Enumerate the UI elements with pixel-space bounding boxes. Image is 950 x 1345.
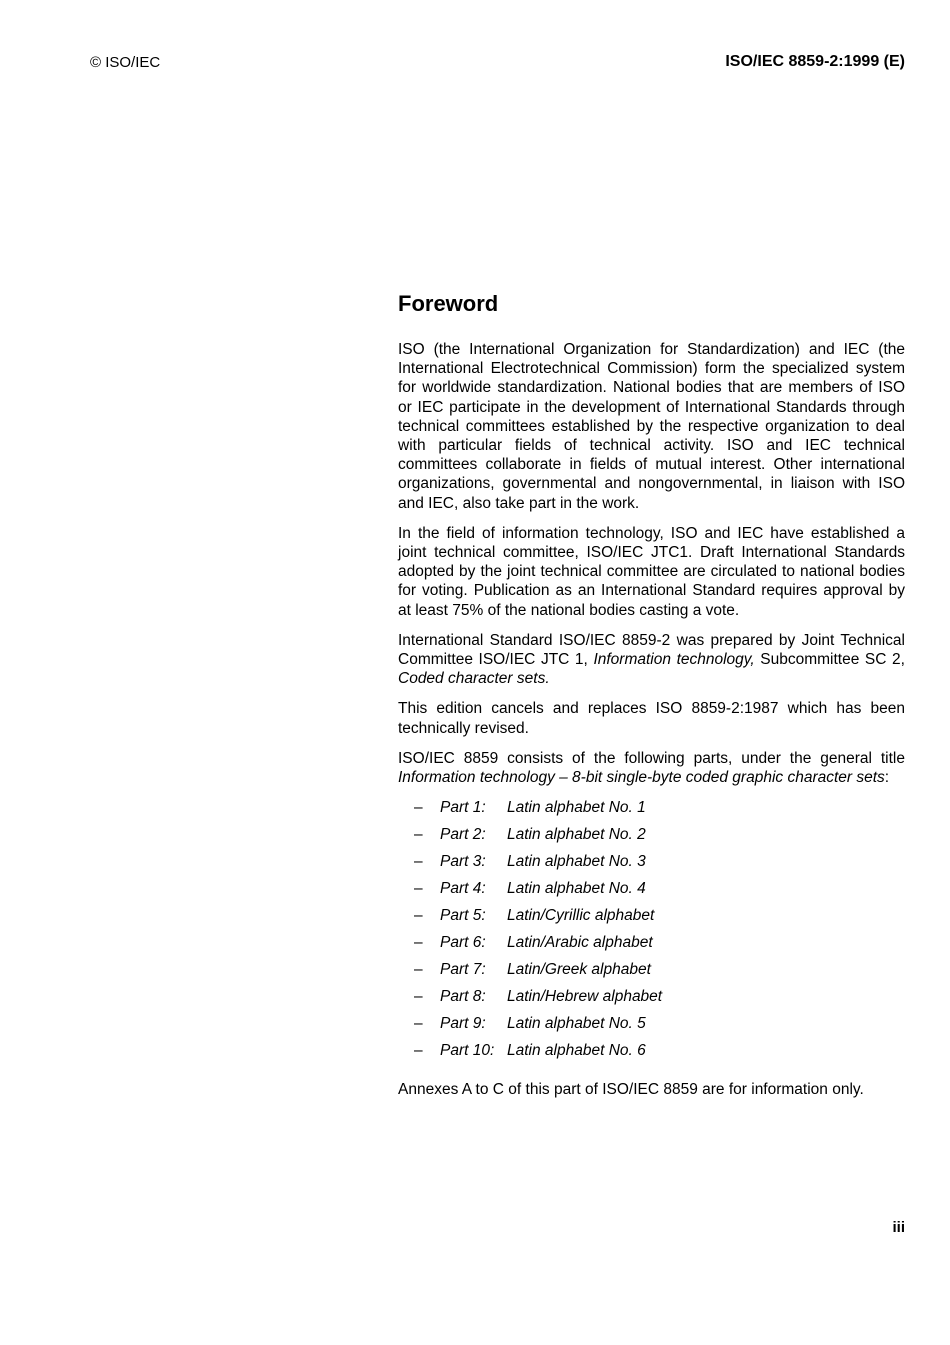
part-title: Latin/Arabic alphabet	[507, 934, 653, 952]
foreword-section	[398, 291, 905, 1110]
part-number: Part 8:	[440, 988, 486, 1006]
list-item	[398, 987, 905, 1014]
list-item	[398, 879, 905, 906]
paragraph-jtc1: In the field of information technology, ISO and IEC have established a joint technical committee, ISO/IEC JTC1. Draft International Standards adopted by the joint technical committee are circulated to national bodies for voting. Publication as an International Standard requires approval by at least 75% of the national bodies casting a vote.	[398, 524, 905, 619]
list-dash: –	[414, 880, 423, 898]
coded-character-sets-title: Coded character sets.	[398, 670, 550, 688]
header-document-id: ISO/IEC 8859-2:1999 (E)	[725, 53, 905, 70]
list-item	[398, 933, 905, 960]
paragraph-iso-iec-intro: ISO (the International Organization for Standardization) and IEC (the International Electrotechnical Commission) form the specialized system for worldwide standardization. National bodies that are members of ISO or IEC participate in the development of International Standards through technical committees established by the respective organization to deal with particular fields of technical activity. ISO and IEC technical committees collaborate in fields of mutual interest. Other international organizations, governmental and nongovernmental, in liaison with ISO and IEC, also take part in the work.	[398, 341, 905, 512]
part-title: Latin alphabet No. 6	[507, 1042, 646, 1060]
list-item	[398, 1041, 905, 1068]
list-dash: –	[414, 961, 423, 979]
subcommittee-text: Subcommittee SC 2,	[754, 651, 905, 669]
list-dash: –	[414, 853, 423, 871]
list-dash: –	[414, 907, 423, 925]
general-title: Information technology – 8-bit single-byte coded graphic character sets	[398, 769, 885, 787]
parts-intro-colon: :	[884, 769, 890, 787]
information-technology-title: Information technology,	[593, 651, 755, 669]
list-item	[398, 852, 905, 879]
paragraph-edition: This edition cancels and replaces ISO 8859-2:1987 which has been technically revised.	[398, 700, 905, 737]
parts-intro-text: ISO/IEC 8859 consists of the following parts, under the general title	[398, 749, 905, 767]
list-dash: –	[414, 1042, 423, 1060]
part-title: Latin/Greek alphabet	[507, 961, 651, 979]
list-item	[398, 798, 905, 825]
header-copyright: © ISO/IEC	[90, 54, 161, 71]
part-title: Latin alphabet No. 3	[507, 853, 646, 871]
list-dash: –	[414, 1015, 423, 1033]
part-number: Part 3:	[440, 853, 486, 871]
part-title: Latin/Hebrew alphabet	[507, 988, 663, 1006]
list-dash: –	[414, 826, 423, 844]
part-title: Latin alphabet No. 5	[507, 1015, 646, 1033]
part-number: Part 9:	[440, 1015, 486, 1033]
paragraph-prepared-by	[398, 631, 905, 689]
page-number: iii	[892, 1219, 905, 1236]
paragraph-parts-intro	[398, 749, 905, 787]
list-item	[398, 825, 905, 852]
part-number: Part 10:	[440, 1042, 495, 1060]
prepared-by-text: International Standard ISO/IEC 8859-2 was prepared by Joint Technical Committee ISO/IEC JTC 1,	[398, 631, 905, 669]
part-number: Part 6:	[440, 934, 486, 952]
list-dash: –	[414, 799, 423, 817]
part-number: Part 5:	[440, 907, 486, 925]
list-dash: –	[414, 934, 423, 952]
part-title: Latin alphabet No. 4	[507, 880, 646, 898]
part-title: Latin alphabet No. 1	[507, 799, 646, 817]
part-title: Latin alphabet No. 2	[507, 826, 646, 844]
list-dash: –	[414, 988, 423, 1006]
part-number: Part 2:	[440, 826, 486, 844]
part-number: Part 7:	[440, 961, 486, 979]
parts-list	[398, 798, 905, 1068]
list-item	[398, 1014, 905, 1041]
page-title: Foreword	[398, 291, 499, 316]
list-item	[398, 960, 905, 987]
part-title: Latin/Cyrillic alphabet	[507, 907, 655, 925]
paragraph-annexes: Annexes A to C of this part of ISO/IEC 8859 are for information only.	[398, 1081, 864, 1099]
part-number: Part 1:	[440, 799, 486, 817]
part-number: Part 4:	[440, 880, 486, 898]
list-item	[398, 906, 905, 933]
